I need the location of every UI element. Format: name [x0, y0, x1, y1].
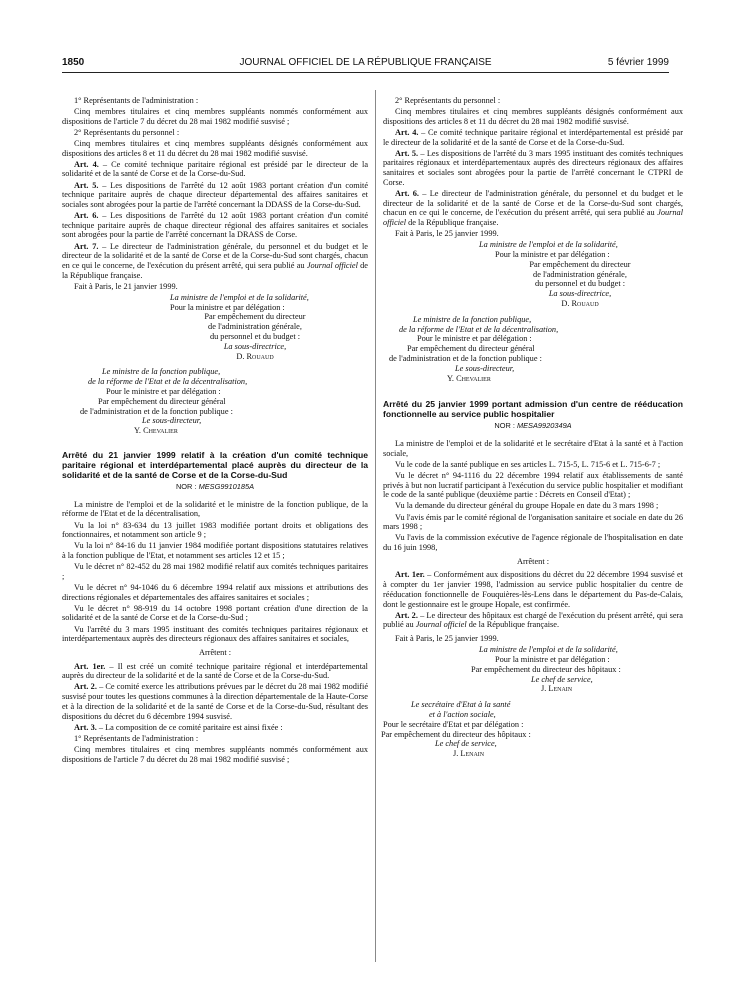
article-4 — [62, 160, 368, 179]
article-text: – La composition de ce comité paritaire est ainsi fixée : — [96, 722, 283, 732]
signature-line: Pour la ministre et par délégation : — [170, 302, 285, 312]
signature-line: de l'administration et de la fonction publique : — [80, 406, 233, 416]
signature-line: de l'administration générale, — [208, 322, 302, 332]
signature-block — [170, 293, 368, 303]
article-label: Art. 7. — [74, 241, 99, 251]
article-5 — [383, 149, 683, 188]
signer-title: Le secrétaire d'Etat à la santé — [411, 700, 511, 710]
article-text: – Les dispositions de l'arrêté du 12 août 1983 portant création d'un comité technique paritaire auprès de chaque directeur départemental des affaires sanitaires et sociales sont abrogées pour la partie de l'arrêté concernant la DDASS de la Corse-du-Sud. — [62, 180, 369, 209]
signer-name: D. Rouaud — [561, 298, 599, 308]
paragraph: Vu le décret n° 94-1116 du 22 décembre 1994 relatif aux établissements de santé privés à but non lucratif participant à l'exécution du service public hospitalier et modifiant le code de la santé publique (deuxième partie : Décrets en Conseil d'Etat) ; — [383, 470, 683, 500]
right-column — [383, 96, 683, 759]
signature-line: Le chef de service, — [531, 674, 593, 684]
nor-reference: NOR : MESG9910185A — [175, 482, 255, 492]
article-text: – Ce comité technique paritaire régional et interdépartemental est présidé par le directeur de la solidarité et de la santé de Corse et de la Corse-du-Sud. — [383, 127, 683, 147]
article-text: de la République française. — [466, 620, 560, 630]
signature-line: Pour le ministre et par délégation : — [417, 334, 532, 344]
arretent-heading: Arrêtent : — [516, 556, 550, 566]
signer-name: J. Lenain — [541, 684, 573, 694]
signature-block — [80, 367, 352, 436]
article-6 — [383, 189, 683, 228]
signature-line: La sous-directrice, — [223, 341, 287, 351]
article-label: Art. 1er. — [74, 661, 106, 671]
article-label: Art. 1er. — [395, 570, 425, 580]
journal-name: Journal officiel — [306, 260, 358, 270]
paragraph: Cinq membres titulaires et cinq membres suppléants désignés conformément aux dispositions des articles 8 et 11 du décret du 28 mai 1982 modifié susvisé. — [383, 107, 683, 126]
signature-line: Pour la ministre et par délégation : — [495, 249, 610, 259]
article-text: – Ce comité exerce les attributions prévues par le décret du 28 mai 1982 modifié susvisé pour toutes les questions communes à la direction départementale de la Haute-Corse et à la direction de la solidarité et de la santé de Corse et de la Corse-du-Sud, résultant des dispositions du décret du 6 décembre 1994 susvisé. — [62, 682, 369, 721]
article-label: Art. 6. — [395, 188, 420, 198]
article-text: – Le directeur de l'administration générale, du personnel et du budget et le directeur de la solidarité et de la santé de Corse et de la Corse-du-Sud sont chargés, chacun en ce qui le concerne, de l'exécution du présent arrêté, qui sera publié au — [62, 241, 368, 270]
article-2 — [62, 682, 368, 721]
decree-title: Arrêté du 25 janvier 1999 portant admission d'un centre de rééducation fonctionnelle au service public hospitalier — [383, 399, 683, 420]
article-text: de la République française. — [62, 260, 368, 280]
article-4 — [383, 128, 683, 147]
signature-block — [170, 303, 340, 362]
paragraph: Vu le code de la santé publique en ses articles L. 715-5, L. 715-6 et L. 715-6-7 ; — [395, 459, 661, 469]
signing-date: Fait à Paris, le 25 janvier 1999. — [395, 634, 499, 644]
article-label: Art. 4. — [395, 127, 419, 137]
article-label: Art. 6. — [74, 211, 99, 221]
journal-name: Journal officiel — [383, 208, 683, 227]
paragraph: Cinq membres titulaires et cinq membres suppléants nommés conformément aux dispositions de l'article 7 du décret du 28 mai 1982 modifié susvisé ; — [62, 107, 368, 126]
nor-reference: NOR : MESA9920349A — [494, 421, 572, 431]
left-column — [62, 96, 368, 766]
paragraph: Vu l'avis de la commission exécutive de l'agence régionale de l'hospitalisation en date du 16 juin 1998, — [383, 533, 683, 553]
paragraph: Cinq membres titulaires et cinq membres suppléants désignés conformément aux dispositions des articles 8 et 11 du décret du 28 mai 1982 modifié susvisé. — [62, 138, 368, 158]
signer-title: Le ministre de la fonction publique, — [413, 314, 532, 324]
article-text: – Ce comité technique paritaire régional est présidé par le directeur de la solidarité et de la santé de Corse et de la Corse-du-Sud. — [62, 159, 368, 179]
signing-date: Fait à Paris, le 25 janvier 1999. — [395, 229, 499, 239]
article-1 — [383, 570, 683, 609]
article-label: Art. 3. — [74, 722, 97, 732]
decree-title: Arrêté du 21 janvier 1999 relatif à la création d'un comité technique paritaire régional et interdépartemental placé auprès du directeur de la solidarité et de la santé de Corse et de la Corse-du-Sud — [62, 450, 368, 481]
signature-block — [471, 645, 679, 694]
article-3 — [62, 723, 368, 733]
signer-name: J. Lenain — [453, 749, 485, 759]
journal-title: JOURNAL OFFICIEL DE LA RÉPUBLIQUE FRANÇAISE — [239, 57, 492, 68]
article-label: Art. 4. — [74, 159, 99, 169]
paragraph: La ministre de l'emploi et de la solidarité et le ministre de la fonction publique, de la réforme de l'Etat et de la décentralisation, — [62, 499, 368, 519]
issue-date: 5 février 1999 — [607, 57, 669, 68]
signer-title: Le ministre de la fonction publique, — [102, 367, 221, 377]
signer-title: de la réforme de l'Etat et de la décentralisation, — [88, 377, 248, 387]
paragraph: 1° Représentants de l'administration : — [74, 96, 199, 105]
signature-line: Pour la ministre et par délégation : — [495, 654, 610, 664]
article-text: – Les dispositions de l'arrêté du 3 mars 1995 instituant des comités techniques paritaires régionaux et interdépartementaux auprès des directeurs régionaux des affaires sanitaires et sociales sont abrogées pour la partie de l'arrêté concernant le CTPRI de Corse. — [383, 148, 683, 187]
signer-title: de la réforme de l'Etat et de la décentralisation, — [399, 324, 559, 334]
page-number: 1850 — [62, 57, 85, 68]
signer-title: La ministre de l'emploi et de la solidarité, — [479, 645, 618, 655]
paragraph: 1° Représentants de l'administration : — [74, 733, 199, 743]
journal-name: Journal officiel — [415, 620, 467, 630]
article-text: – Il est créé un comité technique paritaire régional et interdépartemental auprès du directeur de la solidarité et de la santé de Corse et de la Corse-du-Sud. — [62, 661, 368, 681]
signature-line: de l'administration générale, — [533, 269, 627, 279]
signature-line: du personnel et du budget : — [209, 332, 301, 342]
signer-name: Y. Chevalier — [447, 373, 491, 383]
article-6 — [62, 211, 368, 240]
signature-line: La sous-directrice, — [548, 289, 612, 299]
article-text: – Le directeur de l'administration générale, du personnel et du budget et le directeur de la solidarité et de la santé de Corse et de la Corse-du-Sud sont chargés, chacun en ce qui le concerne, de l'exécution du présent arrêté, qui sera publié au — [383, 188, 683, 218]
article-text: – Le directeur des hôpitaux est chargé de l'exécution du présent arrêté, qui sera publié au — [383, 610, 683, 630]
signature-line: Pour le secrétaire d'Etat et par délégation : — [383, 719, 524, 729]
paragraph: 2° Représentants du personnel : — [395, 96, 501, 105]
column-divider — [375, 90, 376, 962]
article-5 — [62, 181, 368, 210]
signer-title: La ministre de l'emploi et de la solidarité, — [479, 240, 618, 250]
article-1 — [62, 662, 368, 681]
arretent-heading: Arrêtent : — [198, 647, 232, 657]
signature-line: Par empêchement du directeur — [529, 259, 631, 269]
signature-block — [479, 240, 683, 250]
signer-name: D. Rouaud — [236, 351, 274, 361]
signature-line: Le sous-directeur, — [455, 363, 515, 373]
article-label: Art. 5. — [74, 180, 99, 190]
paragraph: Vu la loi n° 84-16 du 11 janvier 1984 modifiée portant dispositions statutaires relatives à la fonction publique de l'Etat, et notamment ses articles 12 et 15 ; — [62, 541, 368, 561]
paragraph: Vu le décret n° 82-452 du 28 mai 1982 modifié relatif aux comités techniques paritaires ; — [62, 562, 368, 581]
signature-line: Le chef de service, — [435, 739, 497, 749]
signature-block — [383, 700, 663, 759]
article-label: Art. 5. — [395, 148, 419, 158]
signature-line: Par empêchement du directeur des hôpitaux : — [381, 729, 531, 739]
paragraph: La ministre de l'emploi et de la solidarité et le secrétaire d'Etat à la santé et à l'action sociale, — [383, 439, 683, 458]
paragraph: Vu le décret n° 98-919 du 14 octobre 1998 portant création d'une direction de la solidarité et de la santé de Corse et de la Corse-du-Sud ; — [62, 603, 368, 623]
signature-line: Par empêchement du directeur des hôpitaux : — [471, 664, 621, 674]
article-text: – Conformément aux dispositions du décret du 22 décembre 1994 susvisé et à compter du 1er janvier 1998, l'admission au service public hospitalier du centre de rééducation fonctionnelle de Fouquières-lès-Lens dans le département du Pas-de-Calais, dont le gestionnaire est le groupe Hopale, est confirmée. — [383, 570, 683, 609]
signer-title: La ministre de l'emploi et de la solidarité, — [170, 292, 309, 302]
page-header — [62, 57, 669, 71]
signature-line: du personnel et du budget : — [534, 279, 626, 289]
signer-name: Y. Chevalier — [134, 426, 178, 436]
header-rule — [62, 72, 669, 73]
signature-line: Par empêchement du directeur général — [98, 396, 226, 406]
signing-date: Fait à Paris, le 21 janvier 1999. — [74, 281, 178, 291]
paragraph: Vu le décret n° 94-1046 du 6 décembre 1994 relatif aux missions et attributions des directions régionales et départementales des affaires sanitaires et sociales ; — [62, 582, 368, 602]
article-7 — [62, 242, 368, 281]
signature-line: Par empêchement du directeur — [204, 312, 306, 322]
paragraph: Cinq membres titulaires et cinq membres suppléants nommés conformément aux dispositions de l'article 7 du décret du 28 mai 1982 modifié susvisé ; — [62, 744, 368, 764]
article-label: Art. 2. — [74, 682, 97, 692]
article-2 — [383, 611, 683, 630]
signature-line: de l'administration et de la fonction publique : — [389, 353, 542, 363]
paragraph: Vu l'avis émis par le comité régional de l'organisation sanitaire et sociale en date du 26 mars 1998 ; — [383, 512, 683, 532]
signature-line: Le sous-directeur, — [142, 416, 202, 426]
paragraph: Vu l'arrêté du 3 mars 1995 instituant des comités techniques paritaires régionaux et interdépartementaux auprès des directeurs régionaux des affaires sanitaires et sociales, — [62, 624, 368, 644]
signer-title: et à l'action sociale, — [429, 709, 496, 719]
article-label: Art. 2. — [395, 610, 418, 620]
paragraph: 2° Représentants du personnel : — [74, 127, 180, 137]
signature-block — [389, 314, 659, 384]
signature-line: Par empêchement du directeur général — [407, 344, 535, 354]
article-text: de la République française. — [406, 218, 499, 227]
article-text: – Les dispositions de l'arrêté du 12 août 1983 portant création d'un comité technique paritaire auprès de chaque directeur régional des affaires sanitaires et sociales sont abrogées pour la partie de l'arrêté concernant la DRASS de Corse. — [62, 211, 369, 240]
paragraph: Vu la demande du directeur général du groupe Hopale en date du 3 mars 1998 ; — [395, 501, 659, 511]
signature-line: Pour le ministre et par délégation : — [106, 387, 221, 397]
paragraph: Vu la loi n° 83-634 du 13 juillet 1983 modifiée portant droits et obligations des fonctionnaires, et notamment son article 9 ; — [62, 520, 368, 540]
signature-block — [495, 250, 665, 309]
